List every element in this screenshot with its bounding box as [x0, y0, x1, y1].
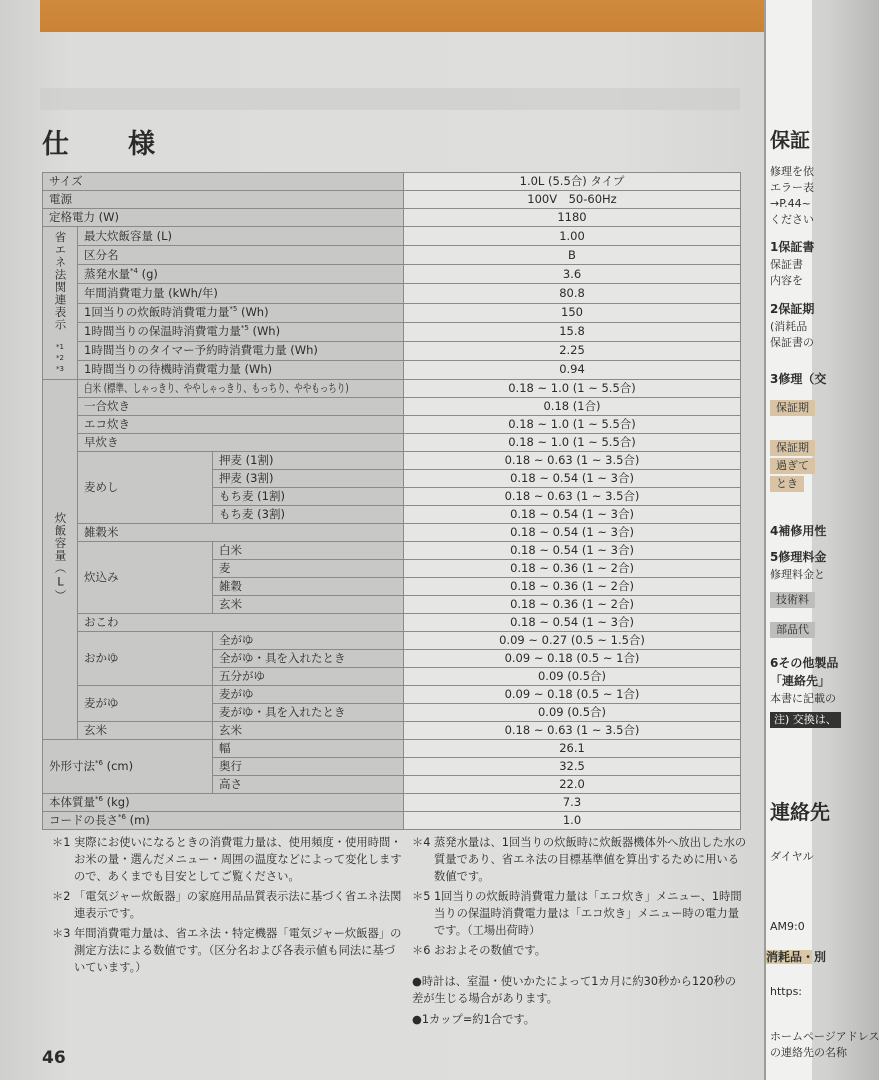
- unit-label: (m): [125, 813, 150, 827]
- footnote-text: 蒸発水量は、1回当りの炊飯時に炊飯器機体外へ放出した水の質量であり、省エネ法の目標基準値を算出するために用いる数値です。: [434, 836, 747, 883]
- energy-group-label: [43, 227, 78, 380]
- capacity-value: 0.18 ~ 1.0 (1 ~ 5.5合): [404, 416, 741, 434]
- footnote-mark: ＊6: [412, 944, 431, 957]
- dimension-label: 奥行: [213, 758, 404, 776]
- table-row: [43, 380, 741, 398]
- spec-value: 1.0L (5.5合) タイプ: [404, 173, 741, 191]
- spec-label: 区分名: [84, 247, 119, 262]
- spec-label: [78, 265, 404, 284]
- menu-label: 炊込み: [78, 542, 213, 614]
- table-row: [43, 398, 741, 416]
- adjacent-page-text: https:: [770, 985, 803, 998]
- warranty-heading: 保証: [770, 128, 810, 152]
- capacity-group-label: [43, 380, 78, 740]
- spec-value: B: [404, 246, 741, 265]
- spec-label: [78, 341, 404, 360]
- footnote-text: 実際にお使いになるときの消費電力量は、使用頻度・使用時間・お米の量・選んだメニュー・周囲の温度などによって変化しますので、あくまでも目安としてご覧ください。: [74, 836, 402, 883]
- menu-label: おかゆ: [78, 632, 213, 686]
- adjacent-page-text: 「連絡先」: [770, 674, 831, 688]
- header-accent-bar: [40, 0, 765, 32]
- table-row: [43, 246, 741, 265]
- submenu-label: 麦がゆ・具を入れたとき: [213, 704, 404, 722]
- spec-label: [43, 794, 404, 812]
- capacity-value: 0.18 ~ 1.0 (1 ~ 5.5合): [404, 380, 741, 398]
- spec-value: 0.94: [404, 360, 741, 379]
- spec-label: [78, 303, 404, 322]
- table-row: [43, 284, 741, 303]
- submenu-label: 押麦 (1割): [213, 452, 404, 470]
- dimension-value: 22.0: [404, 776, 741, 794]
- footnote-ref: *5: [229, 305, 238, 314]
- table-row: [43, 191, 741, 209]
- footnote-ref: *2: [56, 354, 64, 362]
- show-through-text: [40, 88, 740, 110]
- table-row: [43, 542, 741, 560]
- footnote-text: 年間消費電力量は、省エネ法・特定機器「電気ジャー炊飯器」の測定方法による数値です。（区分名および各表示値も同法に基づいています。）: [74, 927, 402, 974]
- capacity-value: 0.09 (0.5合): [404, 704, 741, 722]
- unit-label: (cm): [102, 759, 134, 773]
- table-row: [43, 265, 741, 284]
- bullet-note: ●時計は、室温・使いかたによって1カ月に約30秒から120秒の差が生じる場合があります。: [412, 975, 737, 1005]
- capacity-value: 0.18 ~ 0.36 (1 ~ 2合): [404, 596, 741, 614]
- capacity-value: 0.18 ~ 0.63 (1 ~ 3.5合): [404, 488, 741, 506]
- adjacent-page-text: 過ぎて: [770, 458, 815, 474]
- footnote: [52, 888, 402, 922]
- table-row: [43, 416, 741, 434]
- spec-value: 150: [404, 303, 741, 322]
- adjacent-page-text: 2保証期: [770, 302, 815, 316]
- footnote: [52, 925, 402, 976]
- menu-label: [78, 416, 404, 434]
- submenu-label: 玄米: [213, 596, 404, 614]
- menu-label: 玄米: [78, 722, 213, 740]
- footnote-ref: *6: [95, 795, 103, 804]
- submenu-label: 全がゆ: [213, 632, 404, 650]
- adjacent-page-text: ください: [770, 213, 814, 226]
- adjacent-page-text: 保証期: [770, 400, 815, 416]
- spec-label: コードの長さ: [49, 813, 118, 827]
- adjacent-page-text: (消耗品: [770, 320, 808, 333]
- adjacent-page-text: 保証書の: [770, 336, 814, 349]
- submenu-label: 雑穀: [213, 578, 404, 596]
- vertical-label: 炊飯容量（L）: [53, 512, 68, 602]
- capacity-value: 0.18 ~ 0.54 (1 ~ 3合): [404, 506, 741, 524]
- footnote-ref: *6: [118, 813, 126, 822]
- table-row: [43, 452, 741, 470]
- adjacent-page-text: 消耗品・別: [766, 950, 827, 964]
- unit-label: (Wh): [248, 324, 281, 339]
- footnote-mark: ＊2: [52, 890, 71, 903]
- adjacent-page-text: の連絡先の名称: [770, 1046, 847, 1059]
- vertical-label: 省エネ法関連表示: [53, 231, 68, 331]
- submenu-label: 麦: [213, 560, 404, 578]
- capacity-value: 0.18 ~ 0.54 (1 ~ 3合): [404, 614, 741, 632]
- table-row: [43, 686, 741, 704]
- spec-value: 1180: [404, 209, 741, 227]
- spec-value: 3.6: [404, 265, 741, 284]
- spec-label: 年間消費電力量 (kWh/年): [84, 285, 218, 300]
- table-row: [43, 173, 741, 191]
- dimensions-label: [43, 740, 213, 794]
- adjacent-page-text: 6その他製品: [770, 656, 839, 670]
- spec-label: [43, 812, 404, 830]
- capacity-value: 0.18 ~ 0.36 (1 ~ 2合): [404, 560, 741, 578]
- submenu-label: もち麦 (1割): [213, 488, 404, 506]
- dimension-value: 32.5: [404, 758, 741, 776]
- menu-label-text: 雑穀米: [84, 525, 119, 539]
- submenu-label: 全がゆ・具を入れたとき: [213, 650, 404, 668]
- menu-label-text: エコ炊き: [84, 417, 130, 431]
- submenu-label: もち麦 (3割): [213, 506, 404, 524]
- spec-value: 1.0: [404, 812, 741, 830]
- spec-label: [78, 322, 404, 341]
- menu-label: [78, 614, 404, 632]
- footnote-mark: ＊3: [52, 927, 71, 940]
- adjacent-page-text: 1保証書: [770, 240, 815, 254]
- menu-label: 麦がゆ: [78, 686, 213, 722]
- adjacent-page-text: 保証期: [770, 440, 815, 456]
- menu-label: [78, 398, 404, 416]
- capacity-value: 0.09 ~ 0.27 (0.5 ~ 1.5合): [404, 632, 741, 650]
- spec-value: 15.8: [404, 322, 741, 341]
- adjacent-page-text: 保証書: [770, 258, 803, 271]
- footnote: [52, 834, 402, 885]
- table-row: [43, 322, 741, 341]
- footnote: [412, 888, 747, 939]
- footnote-text: 「電気ジャー炊飯器」の家庭用品品質表示法に基づく省エネ法関連表示です。: [74, 890, 402, 920]
- table-row: [43, 209, 741, 227]
- menu-label-text: 一合炊き: [84, 399, 130, 413]
- table-row: [43, 614, 741, 632]
- capacity-value: 0.18 ~ 0.54 (1 ~ 3合): [404, 524, 741, 542]
- submenu-label: 白米: [213, 542, 404, 560]
- spec-label: [78, 227, 404, 246]
- adjacent-page-text: 内容を: [770, 274, 803, 287]
- table-row: [43, 227, 741, 246]
- bullet-note: ●1カップ=約1合です。: [412, 1013, 536, 1026]
- adjacent-page-text: 部品代: [770, 622, 815, 638]
- dimension-label: 幅: [213, 740, 404, 758]
- submenu-label: 五分がゆ: [213, 668, 404, 686]
- adjacent-page-text: とき: [770, 476, 804, 492]
- adjacent-page-text: ホームページアドレス: [770, 1030, 879, 1043]
- adjacent-page-text: 修理を依: [770, 165, 814, 178]
- spec-value: 100V 50-60Hz: [404, 191, 741, 209]
- unit-label: (Wh): [237, 305, 269, 320]
- capacity-value: 0.18 ~ 0.63 (1 ~ 3.5合): [404, 722, 741, 740]
- spec-value: 1.00: [404, 227, 741, 246]
- capacity-value: 0.18 ~ 1.0 (1 ~ 5.5合): [404, 434, 741, 452]
- footnote: [412, 834, 747, 885]
- spec-label: 1時間当りの保温時消費電力量: [84, 324, 241, 339]
- spec-label: 1時間当りのタイマー予約時消費電力量 (Wh): [84, 343, 318, 358]
- menu-label: [78, 524, 404, 542]
- adjacent-page-text: 3修理（交: [770, 372, 827, 386]
- submenu-label: 麦がゆ: [213, 686, 404, 704]
- footnote: [412, 942, 747, 959]
- spec-label: サイズ: [43, 173, 404, 191]
- menu-label-text: おこわ: [84, 615, 119, 629]
- table-row: [43, 341, 741, 360]
- adjacent-page-text: 連絡先: [770, 800, 830, 824]
- spec-value: 2.25: [404, 341, 741, 360]
- adjacent-page-text: 修理料金と: [770, 568, 825, 581]
- footnote-ref: *4: [130, 266, 138, 275]
- page-number: 46: [42, 1048, 66, 1068]
- menu-label-text: 早炊き: [84, 435, 119, 449]
- footnotes-right: [412, 834, 747, 1032]
- submenu-label: 玄米: [213, 722, 404, 740]
- adjacent-page-text: 5修理料金: [770, 550, 827, 564]
- table-row: [43, 434, 741, 452]
- spec-value: 80.8: [404, 284, 741, 303]
- page-title: 仕 様: [42, 129, 171, 160]
- footnote-text: 1回当りの炊飯時消費電力量は「エコ炊き」メニュー、1時間当りの保温時消費電力量は「エコ炊き」メニュー時の電力量です。（工場出荷時）: [434, 890, 742, 937]
- adjacent-page-text: エラー表: [770, 181, 814, 194]
- group-notes: [43, 342, 77, 375]
- dimension-label: 高さ: [213, 776, 404, 794]
- menu-label: [78, 434, 404, 452]
- adjacent-page: [764, 0, 879, 1080]
- adjacent-page-text: 技術料: [770, 592, 815, 608]
- spec-label: [78, 246, 404, 265]
- unit-label: (g): [137, 266, 158, 281]
- menu-label: 麦めし: [78, 452, 213, 524]
- capacity-value: 0.18 ~ 0.54 (1 ~ 3合): [404, 470, 741, 488]
- capacity-value: 0.18 (1合): [404, 398, 741, 416]
- spec-label: 1回当りの炊飯時消費電力量: [84, 305, 230, 320]
- capacity-value: 0.18 ~ 0.36 (1 ~ 2合): [404, 578, 741, 596]
- adjacent-page-text: AM9:0: [770, 920, 805, 933]
- table-row: [43, 360, 741, 379]
- capacity-value: 0.09 ~ 0.18 (0.5 ~ 1合): [404, 686, 741, 704]
- menu-label-text: 白米 (標準、しゃっきり、ややしゃっきり、もっちり、ややもっちり): [84, 381, 349, 395]
- unit-label: (kg): [102, 795, 130, 809]
- table-row: [43, 632, 741, 650]
- spec-label: [78, 360, 404, 379]
- adjacent-page-text: 注) 交換は、: [770, 712, 841, 728]
- dimension-value: 26.1: [404, 740, 741, 758]
- adjacent-page-text: 4補修用性: [770, 524, 827, 538]
- footnote-ref: *3: [56, 365, 64, 373]
- capacity-value: 0.09 (0.5合): [404, 668, 741, 686]
- menu-label: [78, 380, 404, 398]
- spec-label: 蒸発水量: [84, 266, 130, 281]
- spec-label: [78, 284, 404, 303]
- adjacent-page-text: ダイヤル: [770, 850, 814, 863]
- submenu-label: 押麦 (3割): [213, 470, 404, 488]
- spec-label: 外形寸法: [49, 759, 95, 773]
- capacity-value: 0.18 ~ 0.54 (1 ~ 3合): [404, 542, 741, 560]
- footnote-mark: ＊4: [412, 836, 431, 849]
- adjacent-page-text: 本書に記載の: [770, 692, 836, 705]
- table-row: [43, 812, 741, 830]
- footnote-ref: *5: [240, 324, 249, 333]
- table-row: [43, 303, 741, 322]
- capacity-value: 0.18 ~ 0.63 (1 ~ 3.5合): [404, 452, 741, 470]
- footnote-mark: ＊5: [412, 890, 431, 903]
- spec-label: 電源: [43, 191, 404, 209]
- table-row: [43, 740, 741, 758]
- spec-label: 定格電力 (W): [43, 209, 404, 227]
- table-row: [43, 524, 741, 542]
- footnote-text: おおよその数値です。: [434, 944, 547, 957]
- footnote-ref: *6: [95, 759, 103, 768]
- spec-label: 1時間当りの待機時消費電力量 (Wh): [84, 362, 273, 377]
- table-row: [43, 722, 741, 740]
- spec-label: 最大炊飯容量 (L): [84, 228, 173, 243]
- adjacent-page-text: →P.44~: [770, 197, 811, 210]
- table-row: [43, 794, 741, 812]
- capacity-value: 0.09 ~ 0.18 (0.5 ~ 1合): [404, 650, 741, 668]
- spec-label: 本体質量: [49, 795, 95, 809]
- spec-value: 7.3: [404, 794, 741, 812]
- spec-table: [42, 172, 741, 830]
- footnote-mark: ＊1: [52, 836, 71, 849]
- footnote-ref: *1: [56, 343, 64, 351]
- footnotes-left: [52, 834, 402, 979]
